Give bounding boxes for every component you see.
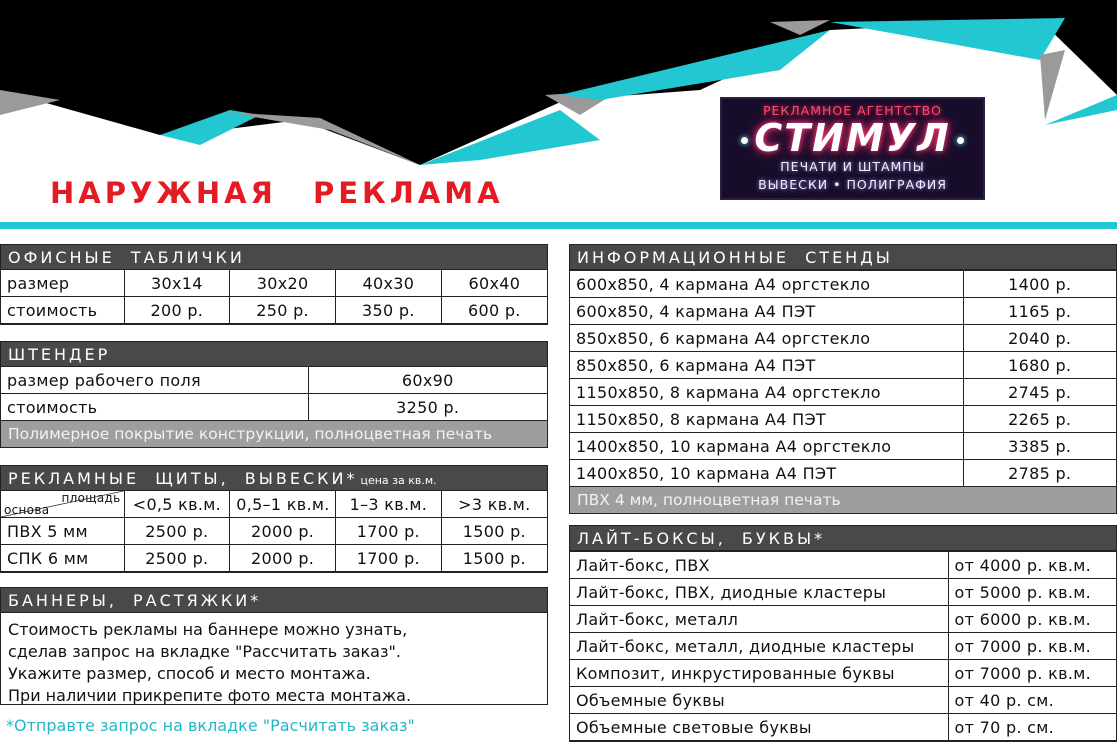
table-cell: 1700 р. — [336, 518, 442, 545]
office-signs-table — [1, 270, 547, 324]
lightboxes-table — [570, 551, 1116, 741]
table-cell: Лайт-бокс, ПВХ, диодные кластеры — [570, 579, 948, 606]
banners-line: Укажите размер, способ и место монтажа. — [8, 664, 371, 683]
billboards-title-text: РЕКЛАМНЫЕ ЩИТЫ, ВЫВЕСКИ — [8, 469, 347, 488]
table-cell: 350 р. — [336, 297, 442, 324]
table-cell: 600 р. — [441, 297, 547, 324]
table-cell: стоимость — [1, 297, 124, 324]
table-row — [570, 579, 1116, 606]
table-row — [570, 687, 1116, 714]
logo-services-printing: ПОЛИГРАФИЯ — [846, 177, 947, 192]
table-row — [570, 433, 1116, 460]
table-cell: 30x20 — [230, 270, 336, 297]
logo-services-signs: ВЫВЕСКИ — [758, 177, 829, 192]
footnote-star: * — [346, 469, 355, 488]
banners-text — [1, 613, 547, 713]
table-cell: 2040 р. — [963, 325, 1116, 352]
table-row — [570, 298, 1116, 325]
logo-bullet-icon: • — [833, 177, 842, 192]
table-cell: 600x850, 4 кармана А4 ПЭТ — [570, 298, 963, 325]
table-cell: 1150x850, 8 кармана А4 оргстекло — [570, 379, 963, 406]
table-cell: 850x850, 6 кармана А4 ПЭТ — [570, 352, 963, 379]
billboards-price-note: цена за кв.м. — [360, 474, 437, 487]
table-cell: Лайт-бокс, ПВХ — [570, 552, 948, 579]
table-cell: 1700 р. — [336, 545, 442, 572]
table-cell: 2000 р. — [230, 545, 336, 572]
table-cell: от 40 р. см. — [948, 687, 1116, 714]
table-cell: от 7000 р. кв.м. — [948, 633, 1116, 660]
table-cell: 2500 р. — [124, 518, 230, 545]
table-cell: 2745 р. — [963, 379, 1116, 406]
stander-note: Полимерное покрытие конструкции, полноцветная печать — [1, 421, 547, 447]
info-stands-block — [569, 244, 1117, 514]
table-cell: Лайт-бокс, металл — [570, 606, 948, 633]
billboards-table — [1, 491, 547, 572]
table-cell: 3250 р. — [308, 394, 547, 421]
table-cell: от 7000 р. кв.м. — [948, 660, 1116, 687]
table-cell: стоимость — [1, 394, 308, 421]
table-cell: 2785 р. — [963, 460, 1116, 487]
banners-line: Стоимость рекламы на баннере можно узнать, — [8, 620, 408, 639]
table-cell: от 6000 р. кв.м. — [948, 606, 1116, 633]
column-header: 0,5–1 кв.м. — [230, 491, 336, 518]
table-cell: 2500 р. — [124, 545, 230, 572]
table-row — [570, 352, 1116, 379]
logo-services-line1: ПЕЧАТИ И ШТАМПЫ — [780, 159, 925, 174]
column-header: >3 кв.м. — [441, 491, 547, 518]
table-cell: 200 р. — [124, 297, 230, 324]
table-row — [570, 460, 1116, 487]
table-cell: 850x850, 6 кармана А4 оргстекло — [570, 325, 963, 352]
banners-line: При наличии прикрепите фото места монтажа. — [8, 686, 412, 705]
table-cell: от 70 р. см. — [948, 714, 1116, 741]
corner-label-area: площадь — [61, 491, 121, 505]
table-corner-cell — [1, 491, 124, 518]
table-cell: СПК 6 мм — [1, 545, 124, 572]
info-stands-title: ИНФОРМАЦИОННЫЕ СТЕНДЫ — [570, 245, 1116, 270]
table-row — [570, 379, 1116, 406]
table-row — [570, 633, 1116, 660]
table-row — [570, 606, 1116, 633]
banners-title-text: БАННЕРЫ, РАСТЯЖКИ — [8, 591, 251, 610]
table-cell: 1165 р. — [963, 298, 1116, 325]
office-signs-block — [0, 244, 548, 325]
office-signs-title: ОФИСНЫЕ ТАБЛИЧКИ — [1, 245, 547, 270]
table-cell: ПВХ 5 мм — [1, 518, 124, 545]
column-header: 1–3 кв.м. — [336, 491, 442, 518]
table-header-row — [1, 491, 547, 518]
agency-logo — [720, 97, 985, 200]
logo-name — [722, 118, 983, 158]
table-cell: 40x30 — [336, 270, 442, 297]
column-header: <0,5 кв.м. — [124, 491, 230, 518]
logo-tagline: РЕКЛАМНОЕ АГЕНТСТВО — [762, 103, 943, 118]
banners-line: сделав запрос на вкладке "Рассчитать заказ". — [8, 642, 401, 661]
stander-table — [1, 367, 547, 421]
table-cell: Композит, инкрустированные буквы — [570, 660, 948, 687]
table-row — [1, 367, 547, 394]
stander-block — [0, 341, 548, 448]
table-row — [570, 552, 1116, 579]
table-cell: 1500 р. — [441, 545, 547, 572]
footnote-star: * — [250, 591, 259, 610]
table-row — [1, 545, 547, 572]
table-row — [1, 270, 547, 297]
table-cell: 1680 р. — [963, 352, 1116, 379]
table-cell: 60x90 — [308, 367, 547, 394]
page-title: НАРУЖНАЯ РЕКЛАМА — [50, 176, 504, 210]
info-stands-note: ПВХ 4 мм, полноцветная печать — [570, 487, 1116, 513]
table-cell: Лайт-бокс, металл, диодные кластеры — [570, 633, 948, 660]
table-row — [570, 271, 1116, 298]
footnote: *Отправте запрос на вкладке "Расчитать заказ" — [6, 716, 415, 735]
billboards-title — [1, 466, 547, 491]
header-gray-shape-top — [1040, 50, 1065, 120]
logo-dot-icon — [957, 137, 964, 144]
table-row — [570, 325, 1116, 352]
logo-name-text: СТИМУЛ — [754, 116, 951, 160]
info-stands-table — [570, 270, 1116, 487]
table-row — [570, 406, 1116, 433]
table-cell: 1400x850, 10 кармана А4 оргстекло — [570, 433, 963, 460]
billboards-block — [0, 465, 548, 573]
lightboxes-block — [569, 525, 1117, 742]
table-cell: 600x850, 4 кармана А4 оргстекло — [570, 271, 963, 298]
table-cell: 1400 р. — [963, 271, 1116, 298]
table-cell: 30x14 — [124, 270, 230, 297]
header-cyan-shape-edge — [1045, 95, 1117, 125]
table-row — [570, 660, 1116, 687]
lightboxes-title-text: ЛАЙТ-БОКСЫ, БУКВЫ — [577, 529, 815, 548]
table-cell: 1500 р. — [441, 518, 547, 545]
stander-title: ШТЕНДЕР — [1, 342, 547, 367]
table-cell: размер — [1, 270, 124, 297]
footnote-star: * — [814, 529, 823, 548]
corner-label-base: основа — [4, 503, 50, 517]
table-cell: 2265 р. — [963, 406, 1116, 433]
banners-title — [1, 588, 547, 613]
table-cell: размер рабочего поля — [1, 367, 308, 394]
logo-dot-icon — [741, 137, 748, 144]
table-cell: Объемные буквы — [570, 687, 948, 714]
table-cell: 2000 р. — [230, 518, 336, 545]
table-cell: 250 р. — [230, 297, 336, 324]
table-row — [1, 297, 547, 324]
table-row — [1, 518, 547, 545]
table-cell: 1150x850, 8 кармана А4 ПЭТ — [570, 406, 963, 433]
table-cell: 1400x850, 10 кармана А4 ПЭТ — [570, 460, 963, 487]
banners-block — [0, 587, 548, 705]
table-cell: от 5000 р. кв.м. — [948, 579, 1116, 606]
header-divider — [0, 222, 1117, 229]
table-row — [570, 714, 1116, 741]
table-row — [1, 394, 547, 421]
lightboxes-title — [570, 526, 1116, 551]
header-cyan-shape-top — [830, 18, 1065, 60]
table-cell: Объемные световые буквы — [570, 714, 948, 741]
table-cell: 60x40 — [441, 270, 547, 297]
table-cell: от 4000 р. кв.м. — [948, 552, 1116, 579]
logo-services-line2 — [722, 177, 983, 192]
table-cell: 3385 р. — [963, 433, 1116, 460]
